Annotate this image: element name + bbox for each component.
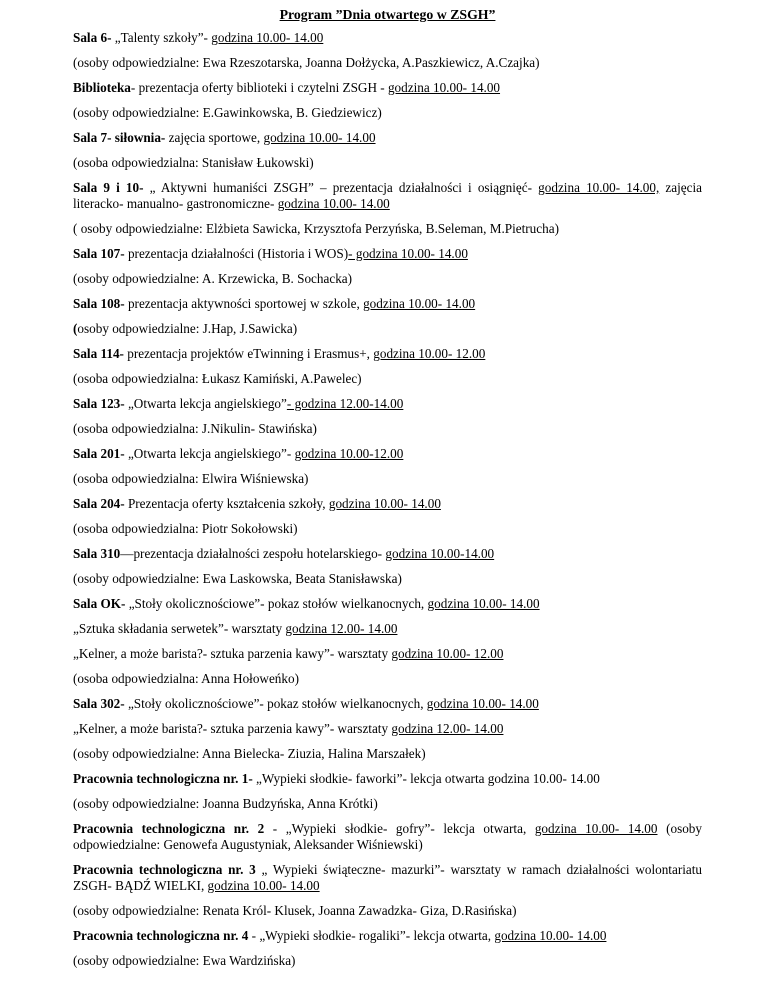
- room-label: Sala 7- siłownia-: [73, 130, 166, 145]
- persons-line: [73, 105, 702, 121]
- persons-line: [73, 746, 702, 762]
- persons-line: [73, 155, 702, 171]
- item-description: „ Aktywni humaniści ZSGH” – prezentacja działalności i osiągnięć-: [143, 180, 539, 195]
- item-description: zajęcia sportowe,: [165, 130, 264, 145]
- persons-line: [73, 271, 702, 287]
- program-item: [73, 771, 702, 787]
- persons-text: (osoba odpowiedzialna: Elwira Wiśniewska): [73, 471, 309, 486]
- persons-paren: (: [73, 321, 78, 336]
- item-description: - „Wypieki słodkie- rogaliki”- lekcja otwarta,: [248, 928, 495, 943]
- room-label: Sala 123-: [73, 396, 125, 411]
- room-label: Pracownia technologiczna nr. 2: [73, 821, 265, 836]
- item-description: „Stoły okolicznościowe”- pokaz stołów wielkanocnych,: [124, 696, 427, 711]
- persons-line: [73, 571, 702, 587]
- persons-text: (osoby odpowiedzialne: Ewa Rzeszotarska, Joanna Dołżycka, A.Paszkiewicz, A.Czajka): [73, 55, 540, 70]
- room-label: Pracownia technologiczna nr. 4: [73, 928, 249, 943]
- room-label: Biblioteka: [73, 80, 131, 95]
- persons-text: (osoba odpowiedzialna: Stanisław Łukowski): [73, 155, 314, 170]
- item-time: godzina 10.00-14.00: [385, 546, 495, 561]
- item-description: „Talenty szkoły”-: [111, 30, 212, 45]
- program-item: [73, 546, 702, 562]
- item-description: prezentacja aktywności sportowej w szkole,: [124, 296, 364, 311]
- persons-line: [73, 671, 702, 687]
- item-time: godzina 10.00- 12.00: [391, 646, 504, 661]
- room-label: Sala 204-: [73, 496, 125, 511]
- item-time: godzina 10.00- 14.00,: [538, 180, 660, 195]
- persons-line: [73, 903, 702, 919]
- item-description: Prezentacja oferty kształcenia szkoły,: [124, 496, 329, 511]
- item-time: godzina 10.00- 14.00: [207, 878, 320, 893]
- item-description: —prezentacja działalności zespołu hotelarskiego-: [120, 546, 386, 561]
- item-time: godzina 10.00- 14.00: [534, 821, 658, 836]
- room-label: Sala OK-: [73, 596, 126, 611]
- program-item: [73, 296, 702, 312]
- persons-text: (osoba odpowiedzialna: Łukasz Kamiński, A.Pawelec): [73, 371, 362, 386]
- program-item: [73, 30, 702, 46]
- item-description: „Stoły okolicznościowe”- pokaz stołów wielkanocnych,: [125, 596, 428, 611]
- item-time: godzina 12.00- 14.00: [285, 621, 398, 636]
- item-description-2: zajęcia literacko- manualno- gastronomiczne-: [73, 180, 702, 211]
- program-item: [73, 821, 702, 853]
- persons-text: (osoba odpowiedzialna: J.Nikulin- Stawińska): [73, 421, 317, 436]
- program-item: [73, 862, 702, 894]
- program-item: [73, 446, 702, 462]
- program-item: [73, 496, 702, 512]
- item-description: „Sztuka składania serwetek”- warsztaty: [73, 621, 286, 636]
- persons-text: (osoby odpowiedzialne: Joanna Budzyńska, Anna Krótki): [73, 796, 378, 811]
- item-time: godzina 10.00- 14.00: [211, 30, 324, 45]
- item-description: „Otwarta lekcja angielskiego”-: [124, 446, 295, 461]
- program-item: [73, 130, 702, 146]
- persons-text: (osoby odpowiedzialne: Ewa Laskowska, Beata Stanisławska): [73, 571, 402, 586]
- room-label: Pracownia technologiczna nr. 3: [73, 862, 256, 877]
- persons-line: [73, 796, 702, 812]
- page-title: Program ”Dnia otwartego w ZSGH”: [279, 7, 496, 22]
- item-description: - prezentacja oferty biblioteki i czytelni ZSGH -: [130, 80, 388, 95]
- item-time: godzina 10.00- 14.00: [427, 596, 540, 611]
- persons-text: (osoba odpowiedzialna: Piotr Sokołowski): [73, 521, 298, 536]
- item-time: godzina 10.00- 14.00: [387, 80, 501, 95]
- room-label: Sala 108-: [73, 296, 125, 311]
- persons-line: [73, 421, 702, 437]
- item-description: „ Wypieki świąteczne- mazurki”- warsztaty w ramach działalności wolontariatu ZSGH- BĄDŹ WIELKI,: [73, 862, 702, 893]
- persons-line: [73, 521, 702, 537]
- persons-text: (osoby odpowiedzialne: Renata Król- Klusek, Joanna Zawadzka- Giza, D.Rasińska): [73, 903, 517, 918]
- program-item: [73, 928, 702, 944]
- program-item: [73, 646, 702, 662]
- program-item: [73, 180, 702, 212]
- room-label: Sala 107-: [73, 246, 125, 261]
- item-description: „Kelner, a może barista?- sztuka parzenia kawy”- warsztaty: [73, 646, 392, 661]
- item-time: godzina 12.00- 14.00: [391, 721, 504, 736]
- persons-line: [73, 55, 702, 71]
- item-time: godzina 10.00- 14.00: [426, 696, 539, 711]
- program-item: [73, 621, 702, 637]
- persons-line: [73, 321, 702, 337]
- persons-text: (osoba odpowiedzialna: Anna Hołoweńko): [73, 671, 299, 686]
- program-item: [73, 246, 702, 262]
- item-time: godzina 10.00-12.00: [294, 446, 404, 461]
- program-item: [73, 596, 702, 612]
- program-list: [73, 30, 702, 969]
- persons-text: ( osoby odpowiedzialne: Elżbieta Sawicka, Krzysztofa Perzyńska, B.Seleman, M.Pietrucha): [73, 221, 559, 236]
- item-description: prezentacja działalności (Historia i WOS): [124, 246, 349, 261]
- item-time: godzina 10.00- 12.00: [373, 346, 486, 361]
- room-label: Sala 302-: [73, 696, 125, 711]
- persons-text: osoby odpowiedzialne: J.Hap, J.Sawicka): [77, 321, 298, 336]
- item-time: godzina 10.00- 14.00: [328, 496, 441, 511]
- item-time: godzina 10.00- 14.00: [494, 928, 607, 943]
- program-item: [73, 696, 702, 712]
- item-description: - „Wypieki słodkie- gofry”- lekcja otwarta,: [264, 821, 535, 836]
- item-time: - godzina 10.00- 14.00: [348, 246, 468, 261]
- item-description: „Otwarta lekcja angielskiego”: [124, 396, 287, 411]
- program-item: [73, 346, 702, 362]
- item-description: „Kelner, a może barista?- sztuka parzenia kawy”- warsztaty: [73, 721, 392, 736]
- persons-text: (osoby odpowiedzialne: E.Gawinkowska, B. Giedziewicz): [73, 105, 382, 120]
- item-description: „Wypieki słodkie- faworki”- lekcja otwarta godzina 10.00- 14.00: [252, 771, 600, 786]
- item-time-2: godzina 10.00- 14.00: [277, 196, 390, 211]
- item-time: - godzina 12.00-14.00: [286, 396, 404, 411]
- room-label: Sala 310: [73, 546, 121, 561]
- persons-text: (osoby odpowiedzialne: Ewa Wardzińska): [73, 953, 296, 968]
- item-description: prezentacja projektów eTwinning i Erasmus+,: [123, 346, 374, 361]
- persons-text: (osoby odpowiedzialne: A. Krzewicka, B. Sochacka): [73, 271, 353, 286]
- persons-line: [73, 371, 702, 387]
- item-time: godzina 10.00- 14.00: [263, 130, 376, 145]
- room-label: Sala 6-: [73, 30, 112, 45]
- persons-line: [73, 953, 702, 969]
- room-label: Pracownia technologiczna nr. 1-: [73, 771, 253, 786]
- room-label: Sala 114-: [73, 346, 124, 361]
- room-label: Sala 9 i 10-: [73, 180, 144, 195]
- item-description-2: (osoby odpowiedzialne: Genowefa Augustyniak, Aleksander Wiśniewski): [73, 821, 702, 852]
- persons-line: [73, 471, 702, 487]
- persons-text: (osoby odpowiedzialne: Anna Bielecka- Ziuzia, Halina Marszałek): [73, 746, 426, 761]
- program-item: [73, 396, 702, 412]
- persons-line: [73, 221, 702, 237]
- room-label: Sala 201-: [73, 446, 125, 461]
- program-item: [73, 721, 702, 737]
- item-time: godzina 10.00- 14.00: [363, 296, 476, 311]
- program-item: [73, 80, 702, 96]
